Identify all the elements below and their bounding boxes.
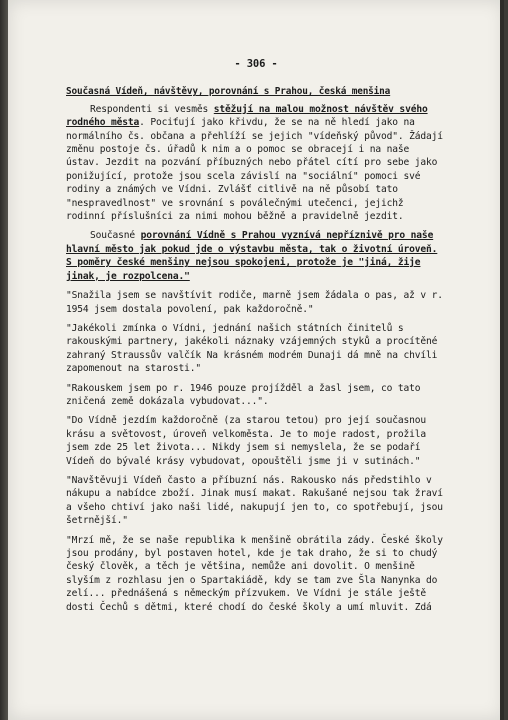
section-heading: Současná Vídeň, návštěvy, porovnání s Prahou, česká menšina — [66, 86, 391, 98]
quote-2: "Jakékoli zmínka o Vídni, jednání našich státních činitelů s rakouskými partnery, jakékoli náznaky vzájemných styků a procítěné zahraný Straussův valčík Na krásném modrém Dunaji dá mně na chvíli zapomenout na starosti." — [66, 322, 438, 375]
page-edge-right — [500, 0, 504, 720]
quote-5: "Navštěvuji Vídeň často a příbuzní nás. Rakousko nás předstihlo v nákupu a nabídce zboží. Jinak musí makat. Rakušané nejsou tak žraví a všeho chtiví jako naši lidé, nakupují jen to, co spotřebují, jsou šetrnější." — [66, 474, 443, 527]
page-text — [66, 58, 446, 620]
paragraph-comparison — [66, 229, 446, 283]
page-edge-left — [0, 0, 8, 720]
p1-text-end: . Pociťují jako křivdu, že se na ně hledí jako na normálního čs. občana a přehlíží se jejich "vídeňský původ". Žádají změnu postoje čs. úřadů k nim a o pomoc se obracejí i na naše ústav. Jezdit na pozvání příbuzných nebo přátel cítí pro sebe jako ponižující, protože jsou scela závislí na "sociální" pomoci své rodiny a známých ve Vídni. Zvlášť citlivě na ně působí tato "nespravedlnost" ve srovnání s poválečnými utečenci, jejichž rodinní příslušníci za nimi mohou běžně a pravidelně jezdit. — [66, 117, 443, 223]
p2-text-start: Současné — [90, 230, 141, 242]
document-page — [8, 0, 504, 720]
p1-text-start: Respondenti si vesměs — [90, 103, 214, 115]
page-number: - 306 - — [234, 58, 278, 70]
quote-1: "Snažila jsem se navštívit rodiče, marně jsem žádala o pas, až v r. 1954 jsem dostala povolení, pak každoročně." — [66, 290, 443, 315]
quote-6: "Mrzí mě, že se naše republika k menšině obrátila zády. České školy jsou prodány, byl postaven hotel, kde je tak draho, že si to chudý český člověk, a těch je většina, nemůže ani dovolit. O menšině slyším z rozhlasu jen o Spartakiádě, kdy se tam zve Šla Nanynka do zelí... přednášená s německým přízvukem. Ve Vídni je stále ještě dosti Čechů s dětmi, které chodí do české školy a umí mluvit. Zdá — [66, 534, 443, 613]
p1-underlined-text: stěžují na malou možnost návštěv svého rodného města — [66, 103, 428, 129]
p2-underlined-text: porovnání Vídně s Prahou vyznívá nepříznivě pro naše hlavní město jak pokud jde o výstavbu města, tak o životní úroveň. S poměry české menšiny nejsou spokojeni, protože je "jiná, žije jinak, je rozpolcena." — [66, 230, 438, 282]
quote-4: "Do Vídně jezdím každoročně (za starou tetou) pro její současnou krásu a světovost, úroveň velkoměsta. Je to moje radost, prožila jsem zde 25 let života... Nikdy jsem si nemyslela, že se podaří Vídeň do bývalé krásy vybudovat, opouštěli jsme ji v sutinách." — [66, 415, 427, 467]
paragraph-respondents — [66, 103, 446, 224]
quote-3: "Rakouskem jsem po r. 1946 pouze projížděl a žasl jsem, co tato zničená země dokázala vybudovat...". — [66, 382, 421, 407]
